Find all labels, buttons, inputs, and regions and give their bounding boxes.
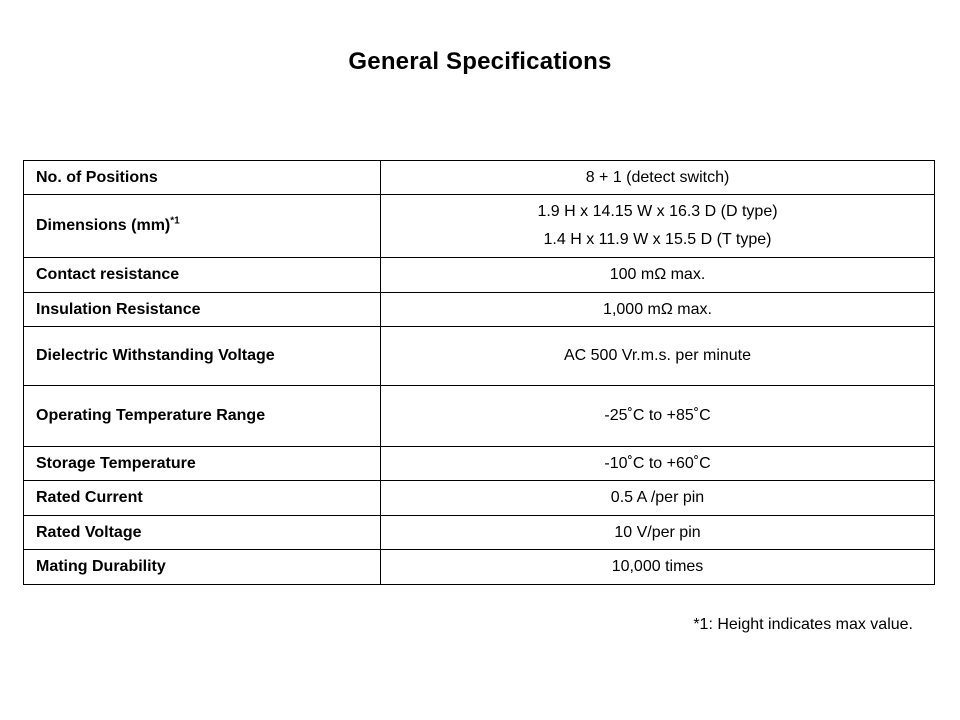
table-row — [24, 550, 935, 585]
footnote-marker: *1 — [170, 215, 180, 227]
table-row — [24, 386, 935, 447]
spec-label: Mating Durability — [24, 550, 381, 585]
specifications-table — [23, 160, 935, 585]
table-row — [24, 481, 935, 516]
spec-value: 8 + 1 (detect switch) — [381, 161, 935, 195]
spec-label: Operating Temperature Range — [24, 386, 381, 447]
spec-value-line: 1.9 H x 14.15 W x 16.3 D (D type) — [537, 203, 778, 220]
spec-value: -25˚C to +85˚C — [381, 386, 935, 447]
table-row — [24, 161, 935, 195]
spec-value: 0.5 A /per pin — [381, 481, 935, 516]
spec-label: Dielectric Withstanding Voltage — [24, 327, 381, 386]
spec-value: 100 mΩ max. — [381, 258, 935, 293]
spec-label-cell — [24, 195, 381, 258]
spec-label: Storage Temperature — [24, 447, 381, 481]
table-row — [24, 516, 935, 550]
spec-label: Contact resistance — [24, 258, 381, 293]
spec-label: No. of Positions — [24, 161, 381, 195]
spec-value: -10˚C to +60˚C — [381, 447, 935, 481]
footnote: *1: Height indicates max value. — [693, 616, 913, 633]
spec-value: 10 V/per pin — [381, 516, 935, 550]
table-row — [24, 258, 935, 293]
table-row — [24, 327, 935, 386]
spec-label: Insulation Resistance — [24, 293, 381, 327]
spec-value-cell — [381, 195, 935, 258]
table-row — [24, 447, 935, 481]
table-row — [24, 195, 935, 258]
spec-value: 1,000 mΩ max. — [381, 293, 935, 327]
spec-label: Dimensions (mm) — [36, 217, 171, 234]
table-row — [24, 293, 935, 327]
spec-value: 10,000 times — [381, 550, 935, 585]
page-title: General Specifications — [348, 48, 612, 75]
spec-value: AC 500 Vr.m.s. per minute — [381, 327, 935, 386]
spec-label: Rated Current — [24, 481, 381, 516]
spec-value-line: 1.4 H x 11.9 W x 15.5 D (T type) — [543, 231, 772, 248]
spec-label: Rated Voltage — [24, 516, 381, 550]
